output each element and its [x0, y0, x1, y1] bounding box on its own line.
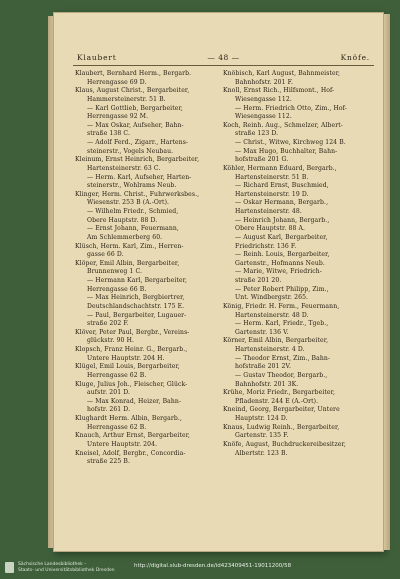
directory-entry-line: Kluge, Julius Joh., Fleischer, Glück-: [75, 380, 188, 388]
directory-entry-line: Deutschlandschachtstr. 175 E.: [87, 302, 185, 310]
directory-entry-line: Knöbisch, Karl August, Bahnmeister,: [223, 70, 341, 77]
directory-entry-line: — Max Oskar, Aufseher, Bahn-: [87, 121, 184, 129]
directory-entry-line: — Heinrich Johann, Bergarb.,: [235, 216, 330, 224]
directory-entry-line: Knöfe, August, Buchdruckereibesitzer,: [223, 440, 346, 448]
directory-entry-line: hofstr. 261 D.: [87, 406, 131, 414]
directory-entry-line: Knoll, Ernst Rich., Hilfsmont., Hof-: [223, 87, 335, 95]
directory-entry-line: Wiesengasse 112.: [235, 95, 292, 103]
directory-entry-line: straße 123 D.: [235, 130, 279, 138]
header-right: Knöfe.: [340, 53, 370, 62]
header-rule: [73, 65, 374, 66]
directory-entry-line: gasse 66 D.: [87, 251, 124, 259]
directory-entry-line: Krühe, Moriz Friedr., Bergarbeiter,: [223, 389, 335, 397]
directory-entry-line: Obere Hauptstr. 88 A.: [235, 225, 306, 233]
directory-entry-line: Hartensteinerstr. 51 B.: [235, 173, 309, 181]
directory-entry-line: Gartenstr. 135 F.: [235, 432, 289, 440]
directory-entry-line: aufstr. 201 D.: [87, 389, 131, 397]
page-header: [77, 53, 370, 63]
directory-entry-line: Knaus, Ludwig Reinh., Bergarbeiter,: [223, 423, 340, 431]
directory-entry-line: straße 202 F.: [87, 320, 129, 328]
directory-entry-line: Herrengasse 69 D.: [87, 78, 147, 86]
directory-entry-line: — Theodor Ernst, Zim., Bahn-: [235, 354, 331, 362]
directory-entry-line: Herrengasse 66 B.: [87, 285, 147, 293]
directory-entry-line: — Max Konrad, Heizer, Bahn-: [87, 397, 182, 405]
directory-entry-line: Klaubert, Bernhard Herm., Bergarb.: [75, 70, 192, 77]
directory-entry-line: Gartenstr. 136 V.: [235, 328, 289, 336]
directory-entry-line: Brunnenweg 1 C.: [87, 268, 143, 276]
directory-entry-line: König, Friedr. H. Ferm., Feuermann,: [223, 302, 340, 310]
directory-entry-line: — Herm. Friedrich Otto, Zim., Hof-: [235, 104, 347, 112]
directory-entry-line: — Richard Ernst, Buschmied,: [235, 182, 329, 190]
directory-entry-line: Gartenstr., Hofmanns Neub.: [235, 259, 325, 267]
directory-entry-line: — Ernst Johann, Feuermann,: [87, 225, 179, 233]
directory-entry-line: Herrengasse 62 B.: [87, 371, 147, 379]
directory-entry-line: Untere Hauptstr. 204 H.: [87, 354, 165, 362]
directory-entry-line: Hartensteinerstr. 63 C.: [87, 164, 161, 172]
directory-entry-line: — Gustav Theodor, Bergarb.,: [235, 371, 328, 379]
directory-entry-line: — Herm. Karl, Aufseher, Harten-: [87, 173, 192, 181]
directory-entry-line: hofstraße 201 G.: [235, 156, 289, 164]
directory-column-left: [75, 70, 220, 467]
directory-entry-line: Klaus, August Christ., Bergarbeiter,: [75, 87, 190, 95]
directory-entry-line: Koch, Reinh. Aug., Schmelzer, Albert-: [223, 121, 343, 129]
directory-entry-line: Kneind, Georg, Bergarbeiter, Untere: [223, 406, 340, 414]
page-edge-right: [384, 14, 390, 550]
directory-entry-line: Albertstr. 123 B.: [235, 449, 288, 457]
directory-entry-line: Friedrichstr. 136 F.: [235, 242, 297, 250]
directory-entry-line: Am Schlemmerberg 60.: [87, 233, 163, 241]
directory-entry-line: — Marie, Witwe, Friedrich-: [235, 268, 322, 276]
directory-entry-line: — Christ., Witwe, Kirchweg 124 B.: [235, 139, 346, 146]
directory-entry-line: — Wilhelm Friedr., Schmied,: [87, 208, 179, 215]
directory-entry-line: Wiesenstr. 253 B (A.-Ort).: [87, 199, 170, 207]
directory-entry-line: — Max Hugo, Buchhalter, Bahn-: [235, 147, 338, 155]
directory-entry-line: hofstraße 201 2V.: [235, 363, 292, 371]
directory-entry-line: Hartensteinerstr. 4 D.: [235, 346, 305, 353]
directory-entry-line: Unt. Windbergstr. 265.: [235, 294, 309, 302]
directory-entry-line: Klinger, Herm. Christ., Fuhrwerksbes.,: [75, 190, 200, 198]
directory-entry-line: Klopsch, Franz Heinr. G., Bergarb.,: [75, 346, 188, 353]
directory-entry-line: Wiesengasse 112.: [235, 113, 292, 121]
directory-entry-line: Hartensteinerstr. 48 D.: [235, 311, 309, 319]
directory-entry-line: Köhler, Hermann Eduard, Bergarb.,: [223, 164, 337, 172]
directory-entry-line: Hauptstr. 124 D.: [235, 415, 288, 422]
directory-entry-line: Herrengasse 92 M.: [87, 113, 149, 121]
slub-logo-icon: [5, 562, 14, 573]
directory-entry-line: straße 201 20.: [235, 277, 282, 284]
directory-entry-line: — Max Heinrich, Bergbiertrer,: [87, 294, 185, 302]
directory-entry-line: Obere Hauptstr. 88 D.: [87, 216, 158, 224]
directory-entry-line: Bahnhofstr. 201 3K.: [235, 380, 299, 388]
directory-entry-line: — Oskar Hermann, Bergarb.,: [235, 199, 329, 207]
directory-entry-line: Klöper, Emil Albin, Bergarbeiter,: [75, 259, 180, 267]
directory-entry-line: Hammersteinerstr. 51 B.: [87, 95, 166, 103]
directory-entry-line: — Paul, Bergarbeiter, Lugauer-: [87, 311, 187, 319]
directory-entry-line: Klügel, Emil Louis, Bergarbeiter,: [75, 363, 180, 371]
directory-entry-line: — Karl Gottlieb, Bergarbeiter,: [87, 104, 183, 112]
directory-entry-line: Knauch, Arthur Ernst, Bergarbeiter,: [75, 432, 191, 440]
header-left: Klaubert: [77, 53, 117, 62]
directory-entry-line: steinerstr., Vogels Neubau.: [87, 147, 174, 155]
directory-entry-line: — Adolf Ferd., Zigarr., Hartens-: [87, 139, 189, 146]
directory-entry-line: — Herm. Karl, Friedr., Tgeb.,: [235, 320, 329, 328]
directory-entry-line: glückstr. 90 H.: [87, 337, 135, 345]
directory-entry-line: Bahnhofstr. 201 F.: [235, 78, 294, 86]
library-credit: [18, 562, 115, 573]
directory-entry-line: — Peter Robert Philipp, Zim.,: [235, 285, 329, 293]
directory-entry-line: steinerstr., Wohlrams Neub.: [87, 182, 177, 190]
directory-entry-line: Klughardt Herm. Albin, Bergarb.,: [75, 415, 182, 422]
directory-entry-line: Pfladenstr. 244 E (A.-Ort).: [235, 397, 319, 405]
page-number: — 48 —: [207, 53, 240, 62]
directory-entry-line: Untere Hauptstr. 204.: [87, 440, 158, 448]
directory-entry-line: Kneisel, Adolf, Bergbr., Concordia-: [75, 449, 186, 457]
permalink-url[interactable]: http://digital.slub-dresden.de/id423409451-19011200/58: [134, 563, 292, 569]
directory-entry-line: straße 138 C.: [87, 130, 130, 138]
directory-entry-line: — Hermann Karl, Bergarbeiter,: [87, 277, 188, 284]
directory-column-right: [223, 70, 373, 458]
credit-line-2: Staats- und Universitätsbibliothek Dresden: [18, 567, 115, 573]
directory-entry-line: Klüsch, Herm. Karl, Zim., Herren-: [75, 242, 184, 250]
scanned-page: [53, 12, 384, 552]
library-footer: [0, 558, 400, 579]
credit-line-1: Sächsische Landesbibliothek –: [18, 562, 87, 567]
directory-entry-line: straße 225 B.: [87, 458, 131, 466]
directory-entry-line: — August Karl, Bergarbeiter,: [235, 233, 328, 241]
directory-entry-line: — Reinh. Louis, Bergarbeiter,: [235, 251, 330, 259]
directory-entry-line: Körner, Emil Albin, Bergarbeiter,: [223, 337, 329, 345]
directory-entry-line: Herrengasse 62 B.: [87, 423, 147, 431]
directory-entry-line: Klöver, Peter Paul, Bergbr., Vereins-: [75, 328, 190, 336]
directory-entry-line: Hartensteinerstr. 19 D.: [235, 190, 309, 198]
directory-entry-line: Kleinum, Ernst Heinrich, Bergarbeiter,: [75, 156, 200, 164]
directory-entry-line: Hartensteinerstr. 48.: [235, 208, 302, 215]
